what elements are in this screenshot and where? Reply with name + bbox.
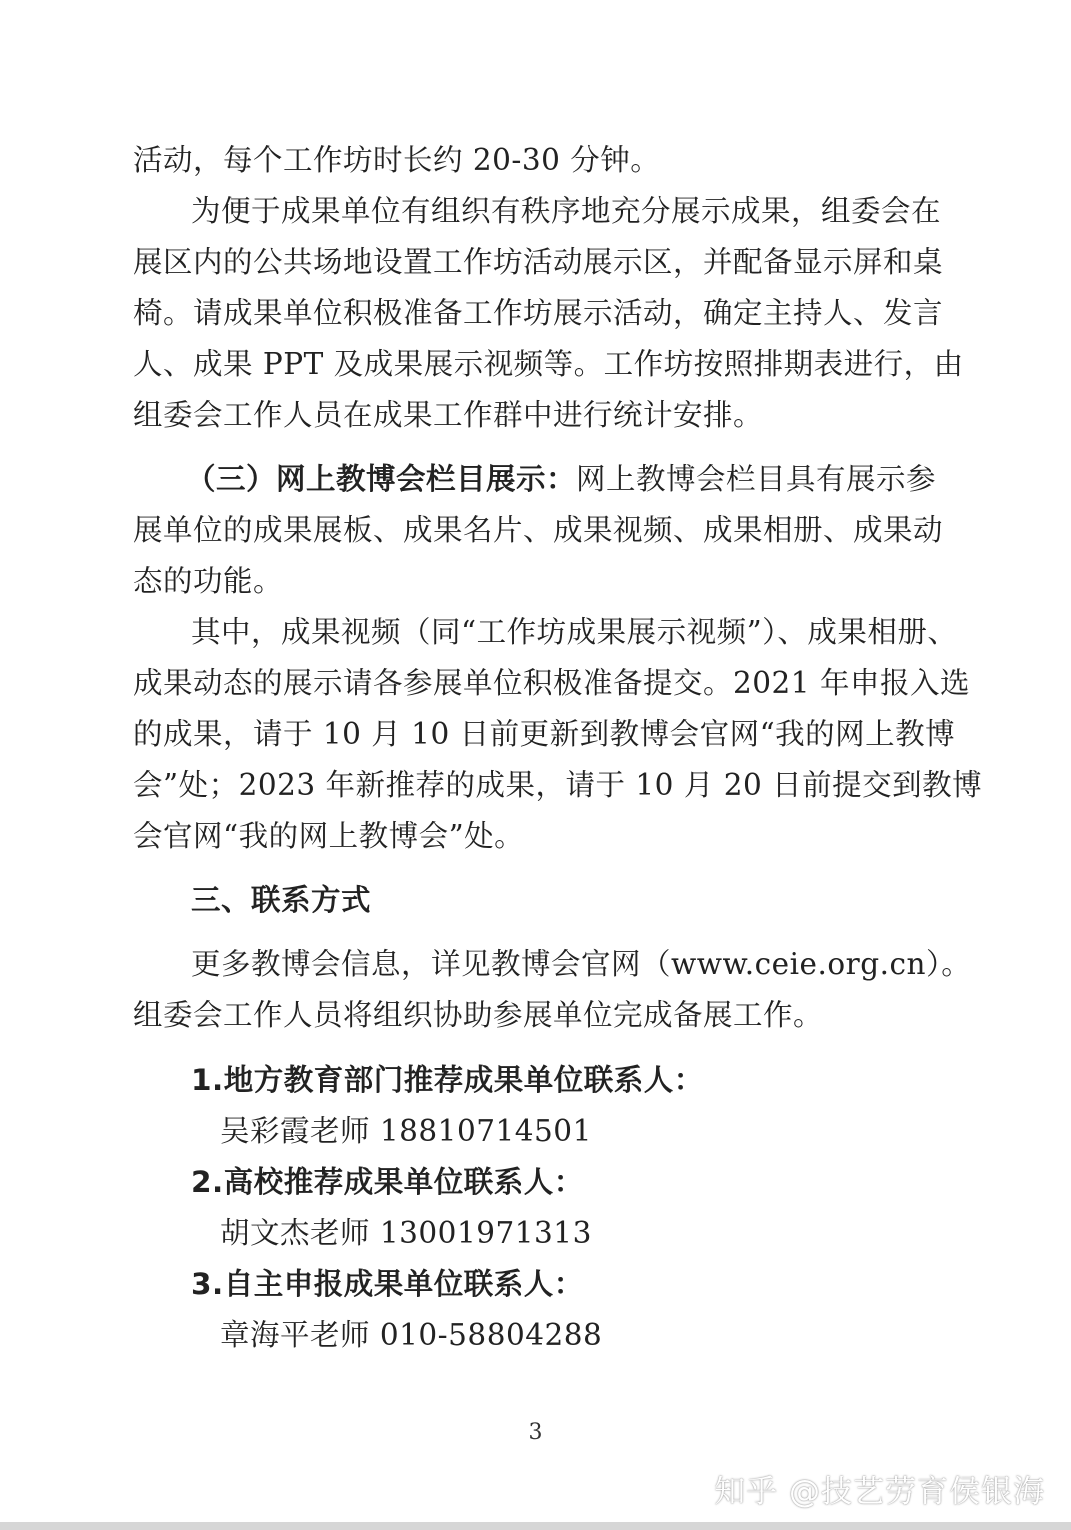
text-line: 更多教博会信息，详见教博会官网（www.ceie.org.cn）。 — [191, 947, 972, 981]
text-line: 人、成果 PPT 及成果展示视频等。工作坊按照排期表进行，由 — [133, 347, 964, 381]
watermark: 知乎 @技艺劳育侯银海 — [714, 1474, 1045, 1510]
text-line: 态的功能。 — [133, 564, 284, 598]
text-line: 展单位的成果展板、成果名片、成果视频、成果相册、成果动 — [133, 513, 944, 547]
bottom-border — [0, 1522, 1071, 1530]
text-line: 会官网“我的网上教博会”处。 — [133, 819, 525, 853]
text-line: 组委会工作人员在成果工作群中进行统计安排。 — [133, 398, 764, 432]
page-number: 3 — [528, 1420, 543, 1445]
text-line: 成果动态的展示请各参展单位积极准备提交。2021 年申报入选 — [133, 666, 970, 700]
text-line: 展区内的公共场地设置工作坊活动展示区，并配备显示屏和桌 — [133, 245, 944, 279]
text-line: 其中，成果视频（同“工作坊成果展示视频”）、成果相册、 — [191, 615, 958, 649]
text-line: 网上教博会栏目具有展示参 — [576, 462, 937, 496]
text-line: 的成果，请于 10 月 10 日前更新到教博会官网“我的网上教博 — [133, 717, 956, 751]
contact-title: 1.地方教育部门推荐成果单位联系人： — [191, 1063, 704, 1097]
contact-person: 章海平老师 010-58804288 — [220, 1318, 603, 1352]
text-line: 为便于成果单位有组织有秩序地充分展示成果，组委会在 — [191, 194, 942, 228]
contact-person: 吴彩霞老师 18810714501 — [220, 1114, 592, 1148]
contact-title: 2.高校推荐成果单位联系人： — [191, 1165, 584, 1199]
text-line: 活动，每个工作坊时长约 20-30 分钟。 — [133, 143, 661, 177]
text-line: 组委会工作人员将组织协助参展单位完成备展工作。 — [133, 998, 824, 1032]
contact-person: 胡文杰老师 13001971313 — [220, 1216, 592, 1250]
section-3-paragraph — [186, 461, 936, 497]
text-line: 会”处；2023 年新推荐的成果，请于 10 月 20 日前提交到教博 — [133, 768, 983, 802]
text-line: 椅。请成果单位积极准备工作坊展示活动，确定主持人、发言 — [133, 296, 944, 330]
contact-section-heading: 三、联系方式 — [191, 883, 372, 917]
contact-title: 3.自主申报成果单位联系人： — [191, 1267, 584, 1301]
section-3-heading: （三）网上教博会栏目展示： — [186, 462, 577, 496]
